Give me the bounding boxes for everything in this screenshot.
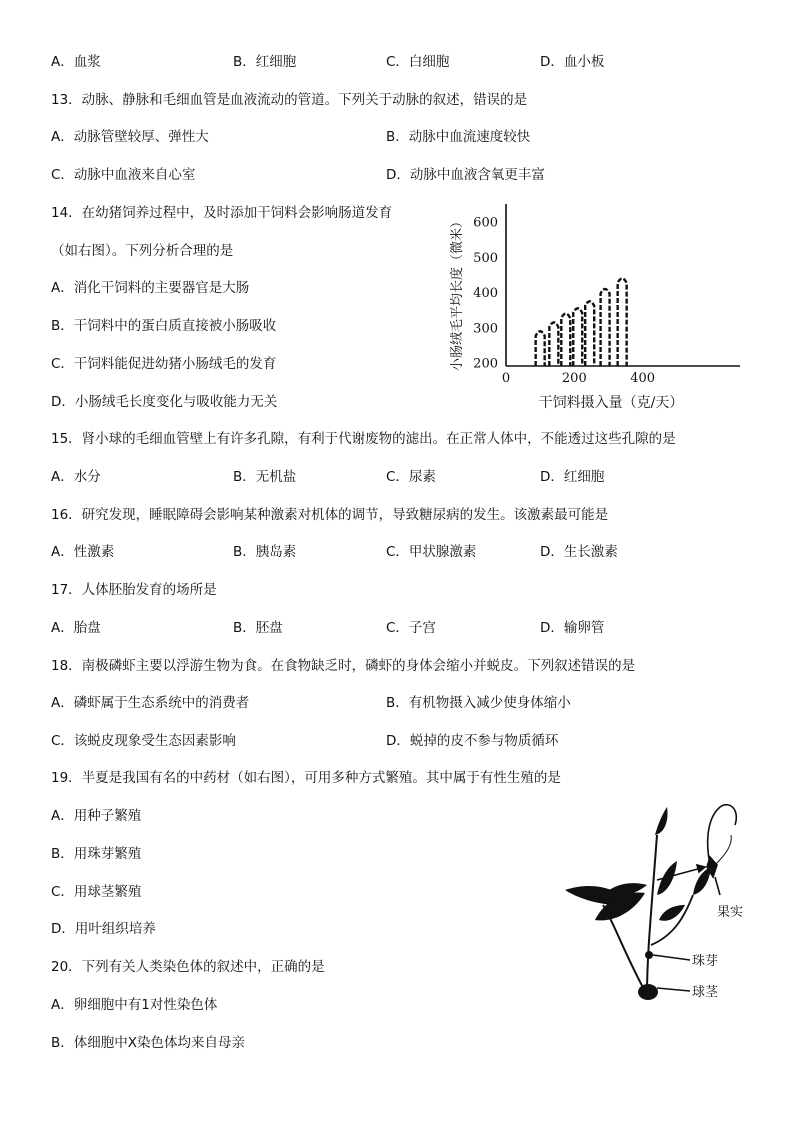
q12-option-d: D．血小板 <box>540 54 605 70</box>
q17-option-b: B．胚盘 <box>233 620 283 636</box>
q18-option-d: D．蜕掉的皮不参与物质循环 <box>386 733 559 749</box>
q17-stem: 17．人体胚胎发育的场所是 <box>51 582 217 598</box>
q14-stem-line2: （如右图）。下列分析合理的是 <box>51 243 234 259</box>
villus-bar <box>601 289 610 366</box>
villus-bar <box>585 301 594 366</box>
q12-option-a: A．血浆 <box>51 54 101 70</box>
q13-option-d: D．动脉中血液含氧更丰富 <box>386 167 545 183</box>
corm-icon <box>638 984 658 1000</box>
q14-option-d: D．小肠绒毛长度变化与吸收能力无关 <box>51 394 278 410</box>
q14-stem-line1: 14．在幼猪饲养过程中，及时添加干饲料会影响肠道发育 <box>51 205 393 221</box>
q15-option-b: B．无机盐 <box>233 469 297 485</box>
q19-option-c: C．用球茎繁殖 <box>51 884 142 900</box>
villus-bar <box>561 314 570 366</box>
q17-option-a: A．胎盘 <box>51 620 101 636</box>
q16-stem: 16．研究发现，睡眠障碍会影响某种激素对机体的调节，导致糖尿病的发生。该激素最可能是 <box>51 507 609 523</box>
q15-stem: 15．肾小球的毛细血管壁上有许多孔隙，有利于代谢废物的滤出。在正常人体中，不能透过这些孔隙的是 <box>51 431 676 447</box>
q14-option-b: B．干饲料中的蛋白质直接被小肠吸收 <box>51 318 277 334</box>
q20-option-a: A．卵细胞中有1对性染色体 <box>51 997 218 1013</box>
q16-option-a: A．性激素 <box>51 544 115 560</box>
q18-option-c: C．该蜕皮现象受生态因素影响 <box>51 733 236 749</box>
q18-option-b: B．有机物摄入减少使身体缩小 <box>386 695 571 711</box>
x-tick-label: 400 <box>630 371 656 386</box>
villus-bar <box>549 322 558 366</box>
x-axis-title: 干饲料摄入量（克/天） <box>538 395 684 411</box>
y-tick-label: 400 <box>473 286 498 302</box>
corm-label: 球茎 <box>692 985 719 1000</box>
q19-option-d: D．用叶组织培养 <box>51 921 156 937</box>
q18-stem: 18．南极磷虾主要以浮游生物为食。在食物缺乏时，磷虾的身体会缩小并蜕皮。下列叙述错误的是 <box>51 658 636 674</box>
villus-bar <box>573 308 582 366</box>
q18-option-a: A．磷虾属于生态系统中的消费者 <box>51 695 250 711</box>
y-tick-label: 500 <box>473 250 498 266</box>
bulbil-label: 珠芽 <box>692 954 719 969</box>
bulbil-icon <box>645 951 653 959</box>
q15-option-d: D．红细胞 <box>540 469 605 485</box>
q13-option-a: A．动脉管壁较厚、弹性大 <box>51 129 209 145</box>
villus-bar <box>536 331 545 366</box>
q17-option-d: D．输卵管 <box>540 620 605 636</box>
y-tick-label: 600 <box>473 215 498 231</box>
pinellia-plant-illustration <box>555 795 780 1010</box>
q12-option-c: C．白细胞 <box>386 54 450 70</box>
q16-option-b: B．胰岛素 <box>233 544 297 560</box>
q16-option-d: D．生长激素 <box>540 544 618 560</box>
fruit-label: 果实 <box>717 905 744 920</box>
y-tick-label: 200 <box>473 356 498 372</box>
q19-stem: 19．半夏是我国有名的中药材（如右图），可用多种方式繁殖。其中属于有性生殖的是 <box>51 770 561 786</box>
x-tick-label: 200 <box>561 371 587 386</box>
q13-option-c: C．动脉中血液来自心室 <box>51 167 196 183</box>
y-tick-label: 300 <box>473 321 498 337</box>
q15-option-c: C．尿素 <box>386 469 436 485</box>
q20-stem: 20．下列有关人类染色体的叙述中，正确的是 <box>51 959 325 975</box>
q19-option-b: B．用珠芽繁殖 <box>51 846 142 862</box>
q16-option-c: C．甲状腺激素 <box>386 544 477 560</box>
q14-option-a: A．消化干饲料的主要器官是大肠 <box>51 280 250 296</box>
q14-option-c: C．干饲料能促进幼猪小肠绒毛的发育 <box>51 356 277 372</box>
q13-stem: 13．动脉、静脉和毛细血管是血液流动的管道。下列关于动脉的叙述，错误的是 <box>51 92 528 108</box>
q19-option-a: A．用种子繁殖 <box>51 808 142 824</box>
x-tick-label: 0 <box>501 371 511 386</box>
q20-option-b: B．体细胞中X染色体均来自母亲 <box>51 1035 246 1051</box>
q17-option-c: C．子宫 <box>386 620 436 636</box>
q12-option-b: B．红细胞 <box>233 54 297 70</box>
villus-length-chart <box>440 196 750 418</box>
q15-option-a: A．水分 <box>51 469 101 485</box>
y-axis-title: 小肠绒毛平均长度（微米） <box>450 214 465 372</box>
villus-bar <box>618 278 627 366</box>
q13-option-b: B．动脉中血流速度较快 <box>386 129 531 145</box>
